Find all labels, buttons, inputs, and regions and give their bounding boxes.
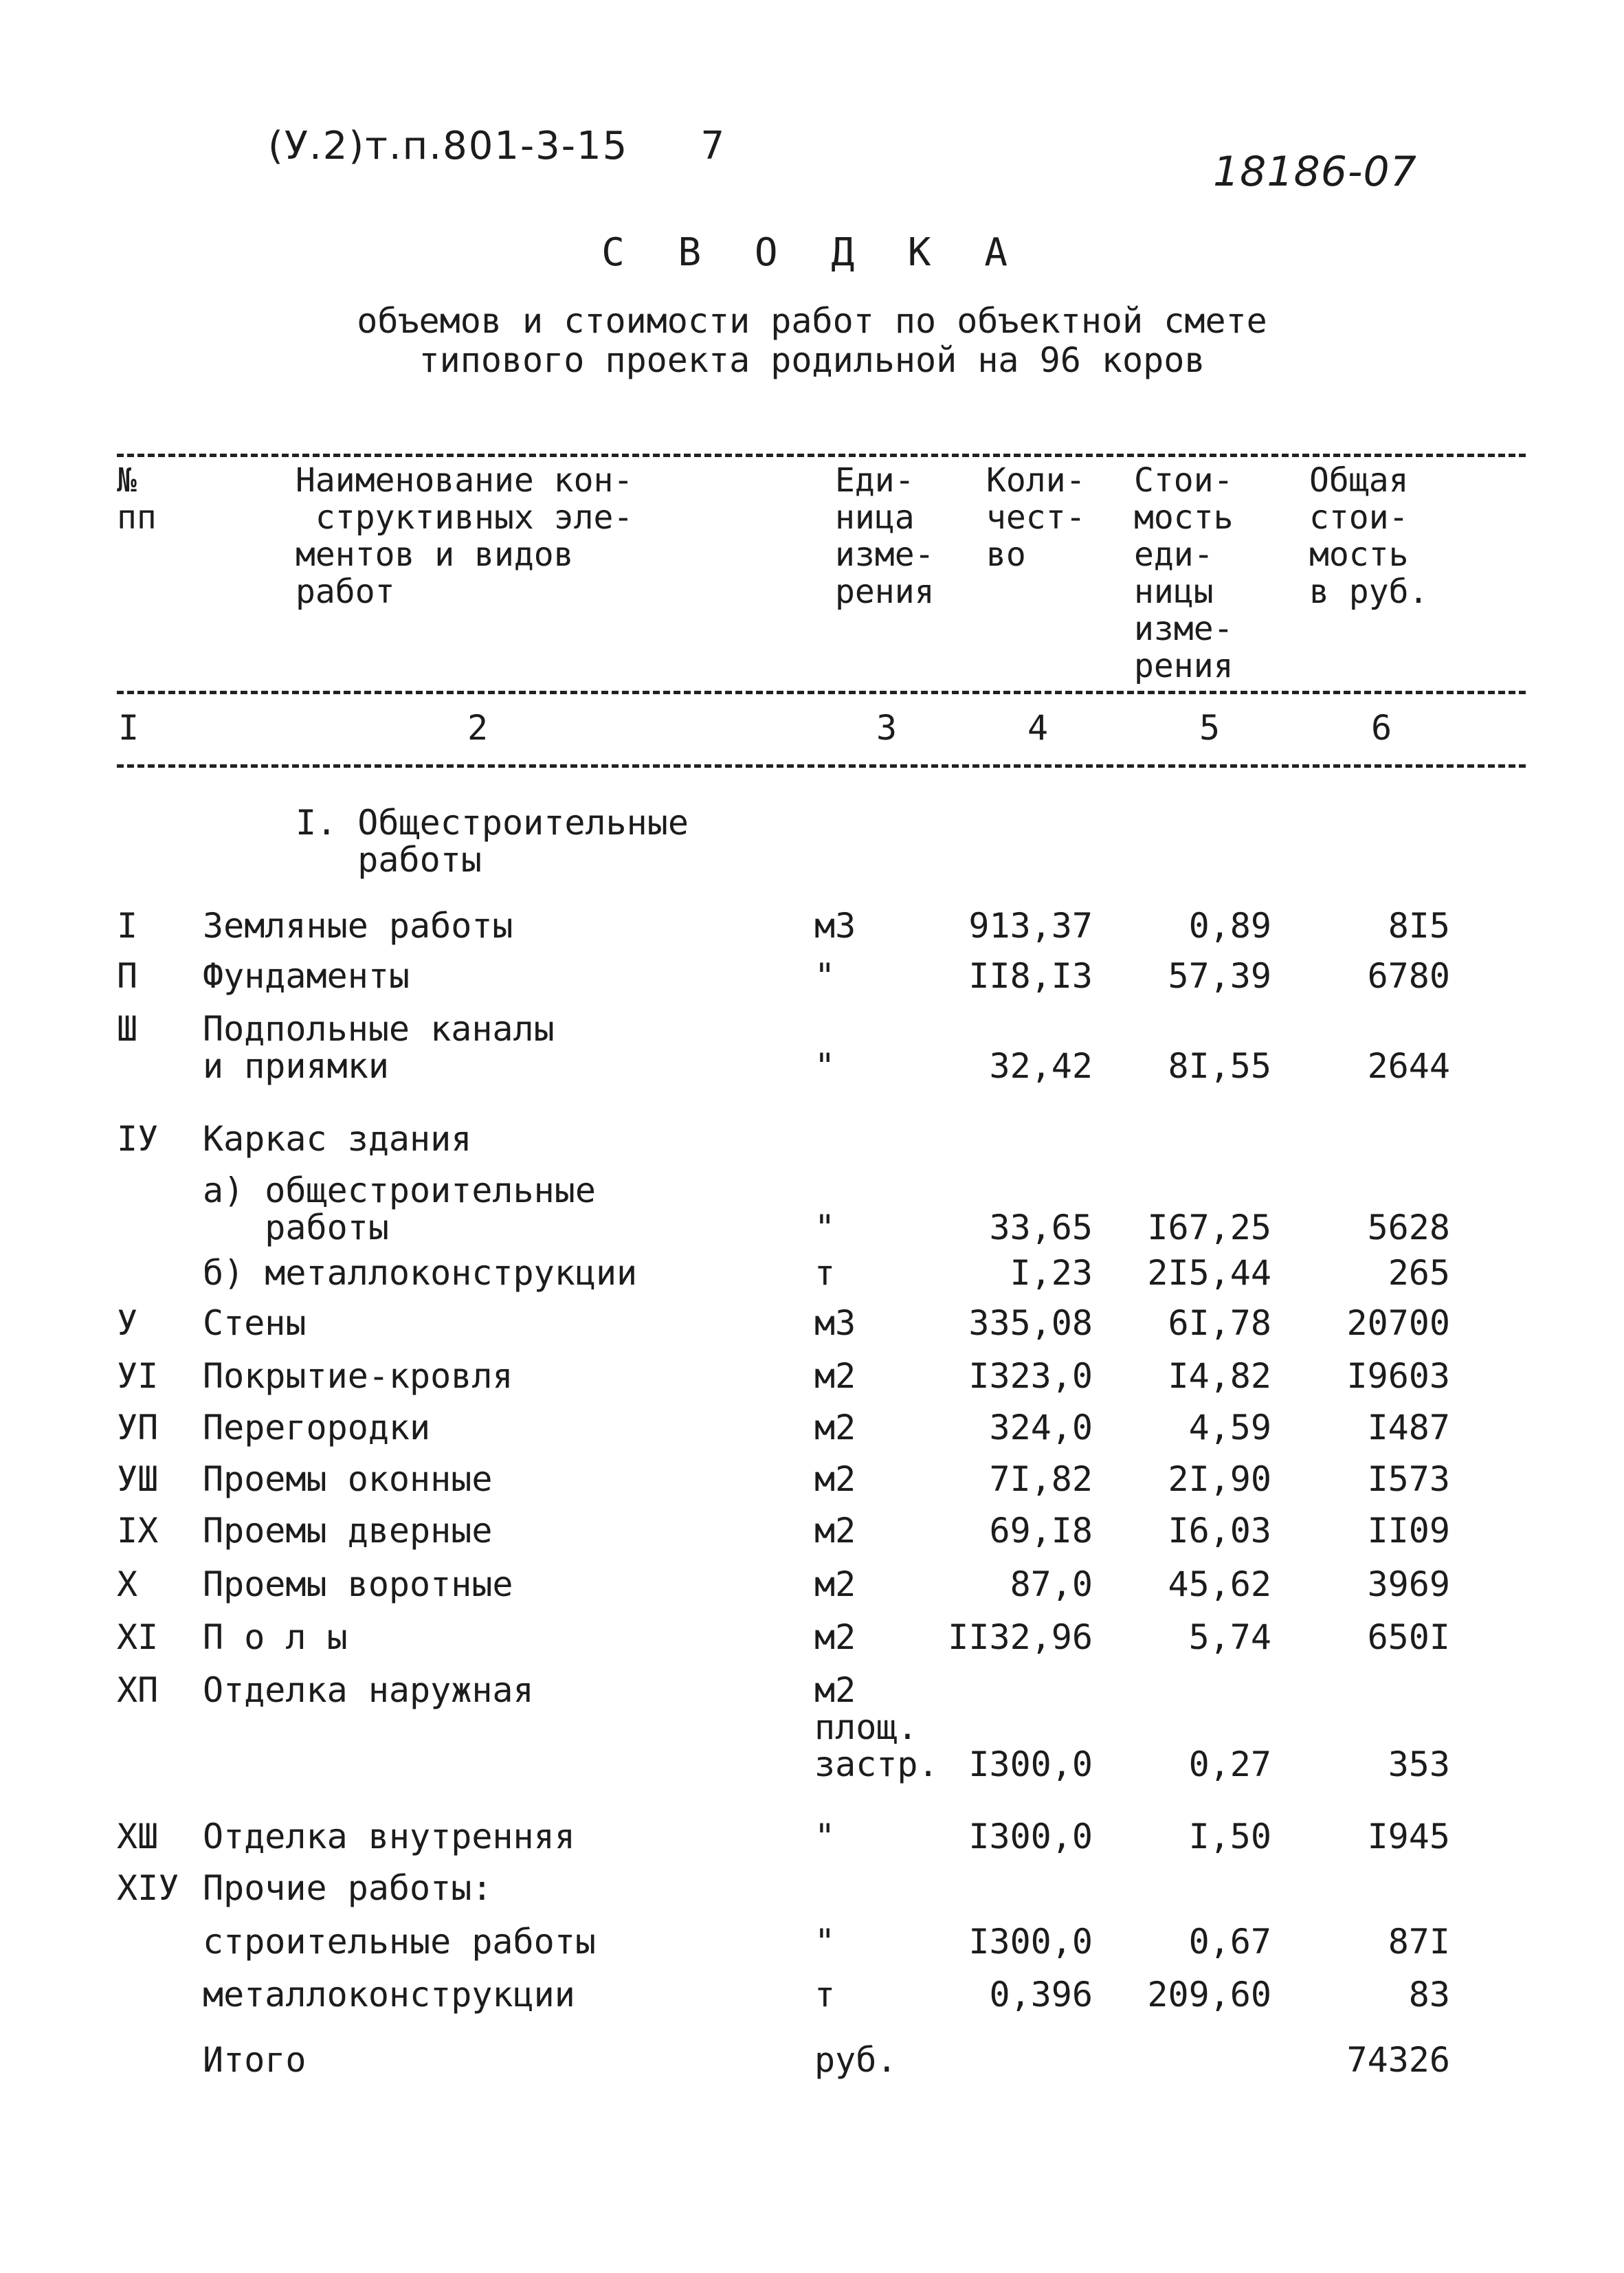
document-code: (У.2)т.п.801-3-15: [268, 124, 629, 168]
cell-no: ХП: [117, 1670, 159, 1710]
cell-name: Отделка наружная: [203, 1670, 534, 1710]
cell-qty: 335,08: [968, 1303, 1093, 1343]
cell-qty: I,23: [1010, 1253, 1093, 1293]
cell-qty: I300,0: [968, 1744, 1093, 1784]
cell-total: I945: [1367, 1817, 1450, 1856]
cell-qty: 913,37: [968, 906, 1093, 946]
cell-name: Проемы дверные: [203, 1511, 493, 1551]
cell-unit: м2: [814, 1356, 856, 1396]
cell-total: 3969: [1367, 1564, 1450, 1604]
cell-price: I,50: [1188, 1817, 1271, 1856]
document-subtitle-line-2: типового проекта родильной на 96 коров: [419, 340, 1205, 380]
cell-unit: м2 площ. застр.: [814, 1670, 939, 1784]
cell-price: I67,25: [1147, 1208, 1271, 1248]
document-subtitle-line-1: объемов и стоимости работ по объектной смете: [357, 301, 1267, 341]
cell-unit: ": [814, 1922, 836, 1962]
document-title: С В О Д К А: [601, 230, 1023, 275]
cell-total: 5628: [1367, 1208, 1450, 1248]
cell-name: Каркас здания: [203, 1119, 472, 1159]
cell-price: 6I,78: [1168, 1303, 1271, 1343]
cell-total: 6780: [1367, 956, 1450, 996]
cell-qty: 324,0: [989, 1408, 1093, 1448]
document-number: 18186-07: [1213, 148, 1417, 196]
cell-no: Ш: [117, 1009, 138, 1049]
cell-no: I: [117, 906, 138, 946]
cell-unit: м3: [814, 1303, 856, 1343]
cell-price: 8I,55: [1168, 1046, 1271, 1086]
cell-name: Подпольные каналы и приямки: [203, 1009, 555, 1086]
column-number-3: 3: [876, 708, 898, 748]
cell-price: 2I5,44: [1147, 1253, 1271, 1293]
header-name: Наименование кон- структивных эле- ментов и видов работ: [296, 461, 634, 611]
cell-price: 209,60: [1147, 1975, 1271, 2015]
cell-name: Проемы оконные: [203, 1459, 493, 1499]
cell-unit: т: [814, 1975, 836, 2015]
cell-total: 265: [1388, 1253, 1450, 1293]
cell-unit: м2: [814, 1408, 856, 1448]
cell-qty: 87,0: [1010, 1564, 1093, 1604]
cell-unit: м2: [814, 1459, 856, 1499]
cell-name: Стены: [203, 1303, 307, 1343]
cell-name: П о л ы: [203, 1617, 348, 1657]
cell-no: IХ: [117, 1511, 159, 1551]
cell-name: Покрытие-кровля: [203, 1356, 513, 1396]
cell-total: 87I: [1388, 1922, 1450, 1962]
cell-price: 45,62: [1168, 1564, 1271, 1604]
cell-total: 83: [1408, 1975, 1450, 2015]
cell-qty: 32,42: [989, 1046, 1093, 1086]
cell-unit: ": [814, 1208, 836, 1248]
column-number-5: 5: [1199, 708, 1221, 748]
cell-total: I573: [1367, 1459, 1450, 1499]
cell-unit: ": [814, 1046, 836, 1086]
cell-unit: м2: [814, 1564, 856, 1604]
column-number-6: 6: [1371, 708, 1392, 748]
cell-price: I6,03: [1168, 1511, 1271, 1551]
cell-no: УП: [117, 1408, 159, 1448]
cell-name: б) металлоконструкции: [203, 1253, 638, 1293]
cell-name: Фундаменты: [203, 956, 410, 996]
column-number-1: I: [118, 708, 140, 748]
cell-unit: ": [814, 956, 836, 996]
cell-qty: I300,0: [968, 1922, 1093, 1962]
header-qty: Коли- чест- во: [986, 461, 1086, 574]
column-number-2: 2: [467, 708, 489, 748]
cell-price: 2I,90: [1168, 1459, 1271, 1499]
cell-no: У: [117, 1303, 138, 1343]
header-total: Общая стои- мость в руб.: [1309, 461, 1429, 611]
cell-name: Прочие работы:: [203, 1868, 493, 1908]
cell-name: Перегородки: [203, 1408, 431, 1448]
header-no: № пп: [117, 461, 157, 537]
cell-no: ХШ: [117, 1817, 159, 1856]
cell-no: П: [117, 956, 138, 996]
cell-name: строительные работы: [203, 1922, 596, 1962]
cell-no: IУ: [117, 1119, 159, 1159]
cell-unit: руб.: [814, 2040, 898, 2080]
cell-total: 650I: [1367, 1617, 1450, 1657]
cell-price: 5,74: [1188, 1617, 1271, 1657]
header-unit: Еди- ница изме- рения: [835, 461, 935, 611]
cell-price: 57,39: [1168, 956, 1271, 996]
cell-qty: 33,65: [989, 1208, 1093, 1248]
cell-price: 0,89: [1188, 906, 1271, 946]
cell-no: ХIУ: [117, 1868, 179, 1908]
cell-no: УШ: [117, 1459, 159, 1499]
cell-qty: 0,396: [989, 1975, 1093, 2015]
header-price: Стои- мость еди- ницы изме- рения: [1134, 461, 1234, 685]
cell-no: УI: [117, 1356, 159, 1396]
cell-name: металлоконструкции: [203, 1975, 575, 2015]
cell-qty: II32,96: [948, 1617, 1093, 1657]
cell-total: 2644: [1367, 1046, 1450, 1086]
cell-price: 0,67: [1188, 1922, 1271, 1962]
cell-total: I9603: [1346, 1356, 1450, 1396]
cell-price: I4,82: [1168, 1356, 1271, 1396]
cell-unit: т: [814, 1253, 836, 1293]
cell-unit: м3: [814, 906, 856, 946]
cell-total: 353: [1388, 1744, 1450, 1784]
cell-no: ХI: [117, 1617, 159, 1657]
page-number: 7: [701, 124, 724, 168]
cell-name: Земляные работы: [203, 906, 513, 946]
section-title: I. Общестроительные работы: [296, 803, 689, 880]
cell-qty: I300,0: [968, 1817, 1093, 1856]
cell-name: Проемы воротные: [203, 1564, 513, 1604]
cell-unit: м2: [814, 1511, 856, 1551]
cell-total: I487: [1367, 1408, 1450, 1448]
cell-total: II09: [1367, 1511, 1450, 1551]
cell-qty: II8,I3: [968, 956, 1093, 996]
cell-name: Отделка внутренняя: [203, 1817, 575, 1856]
cell-total: 74326: [1346, 2040, 1450, 2080]
cell-name: Итого: [203, 2040, 307, 2080]
cell-price: 4,59: [1188, 1408, 1271, 1448]
cell-name: а) общестроительные работы: [203, 1171, 596, 1248]
cell-total: 20700: [1346, 1303, 1450, 1343]
column-number-4: 4: [1027, 708, 1049, 748]
cell-qty: 69,I8: [989, 1511, 1093, 1551]
cell-unit: м2: [814, 1617, 856, 1657]
cell-price: 0,27: [1188, 1744, 1271, 1784]
cell-unit: ": [814, 1817, 836, 1856]
cell-qty: I323,0: [968, 1356, 1093, 1396]
cell-no: Х: [117, 1564, 138, 1604]
cell-total: 8I5: [1388, 906, 1450, 946]
cell-qty: 7I,82: [989, 1459, 1093, 1499]
